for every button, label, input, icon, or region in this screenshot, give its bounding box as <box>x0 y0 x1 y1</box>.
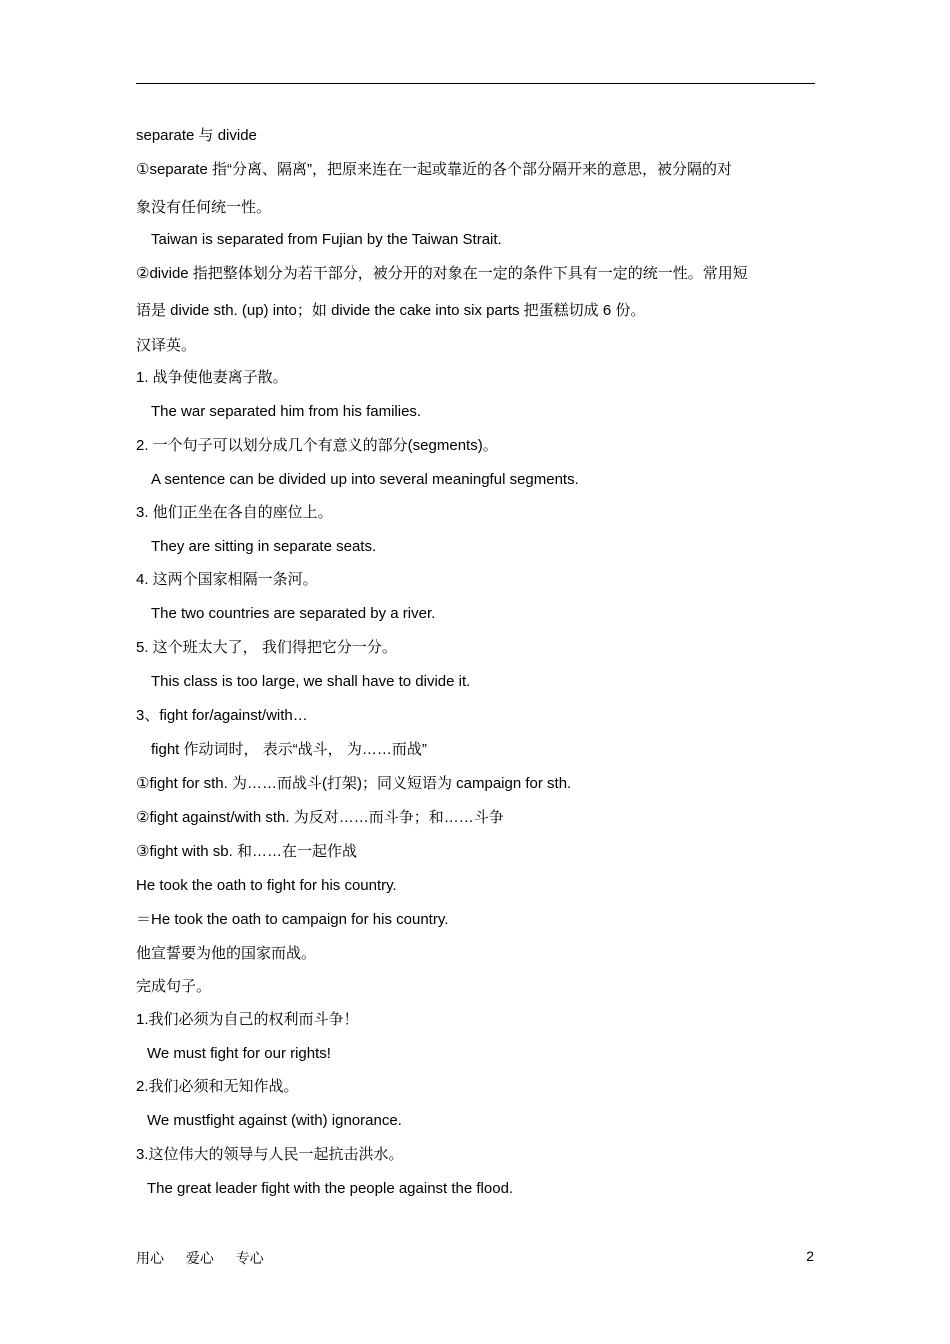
line-divide-def-1: ②divide 指把整体划分为若干部分，被分开的对象在一定的条件下具有一定的统一性。常用短 <box>136 265 748 282</box>
line-c2: 2.我们必须和无知作战。 <box>136 1078 299 1095</box>
footer-motto <box>136 1248 282 1268</box>
header-rule <box>136 83 815 84</box>
line-complete-heading: 完成句子。 <box>136 978 212 995</box>
line-fight-for: ①fight for sth. 为……而战斗(打架)；同义短语为 campaign for sth. <box>136 775 572 792</box>
line-fight-heading: 3、fight for/against/with… <box>136 707 308 724</box>
line-c3-answer: The great leader fight with the people against the flood. <box>147 1180 514 1197</box>
line-c2-answer: We mustfight against (with) ignorance. <box>147 1112 402 1129</box>
line-fight-with: ③fight with sb. 和……在一起作战 <box>136 843 357 860</box>
line-heading: separate 与 divide <box>136 127 257 144</box>
line-fight-against: ②fight against/with sth. 为反对……而斗争；和……斗争 <box>136 809 504 826</box>
line-separate-def-2: 象没有任何统一性。 <box>136 199 272 216</box>
line-divide-def-2: 语是 divide sth. (up) into；如 divide the cake into six parts 把蛋糕切成 6 份。 <box>136 302 646 319</box>
line-q5: 5. 这个班太大了， 我们得把它分一分。 <box>136 639 397 656</box>
line-a5: This class is too large, we shall have to divide it. <box>151 673 471 690</box>
line-q2: 2. 一个句子可以划分成几个有意义的部分(segments)。 <box>136 437 498 454</box>
footer-item: 专心 <box>235 1250 264 1266</box>
line-a4: The two countries are separated by a river. <box>151 605 436 622</box>
line-q4: 4. 这两个国家相隔一条河。 <box>136 571 318 588</box>
line-q1: 1. 战争使他妻离子散。 <box>136 369 288 386</box>
footer-item: 爱心 <box>185 1250 214 1266</box>
line-c1: 1.我们必须为自己的权利而斗争！ <box>136 1011 359 1028</box>
line-example-1: He took the oath to fight for his country. <box>136 877 397 894</box>
line-q3: 3. 他们正坐在各自的座位上。 <box>136 504 333 521</box>
line-example-2: ＝He took the oath to campaign for his country. <box>136 911 449 928</box>
line-separate-example: Taiwan is separated from Fujian by the Taiwan Strait. <box>151 231 502 248</box>
footer-item: 用心 <box>136 1250 164 1266</box>
line-c3: 3.这位伟大的领导与人民一起抗击洪水。 <box>136 1146 404 1163</box>
line-a2: A sentence can be divided up into several meaningful segments. <box>151 471 579 488</box>
line-separate-def-1: ①separate 指“分离、隔离”，把原来连在一起或靠近的各个部分隔开来的意思，被分隔的对 <box>136 161 732 178</box>
page-number: 2 <box>806 1248 814 1264</box>
line-example-translation: 他宣誓要为他的国家而战。 <box>136 945 317 962</box>
line-fight-intro: fight 作动词时， 表示“战斗， 为……而战” <box>151 741 427 758</box>
line-exercise-heading: 汉译英。 <box>136 337 197 354</box>
line-a1: The war separated him from his families. <box>151 403 422 420</box>
line-a3: They are sitting in separate seats. <box>151 538 377 555</box>
line-c1-answer: We must fight for our rights! <box>147 1045 331 1062</box>
